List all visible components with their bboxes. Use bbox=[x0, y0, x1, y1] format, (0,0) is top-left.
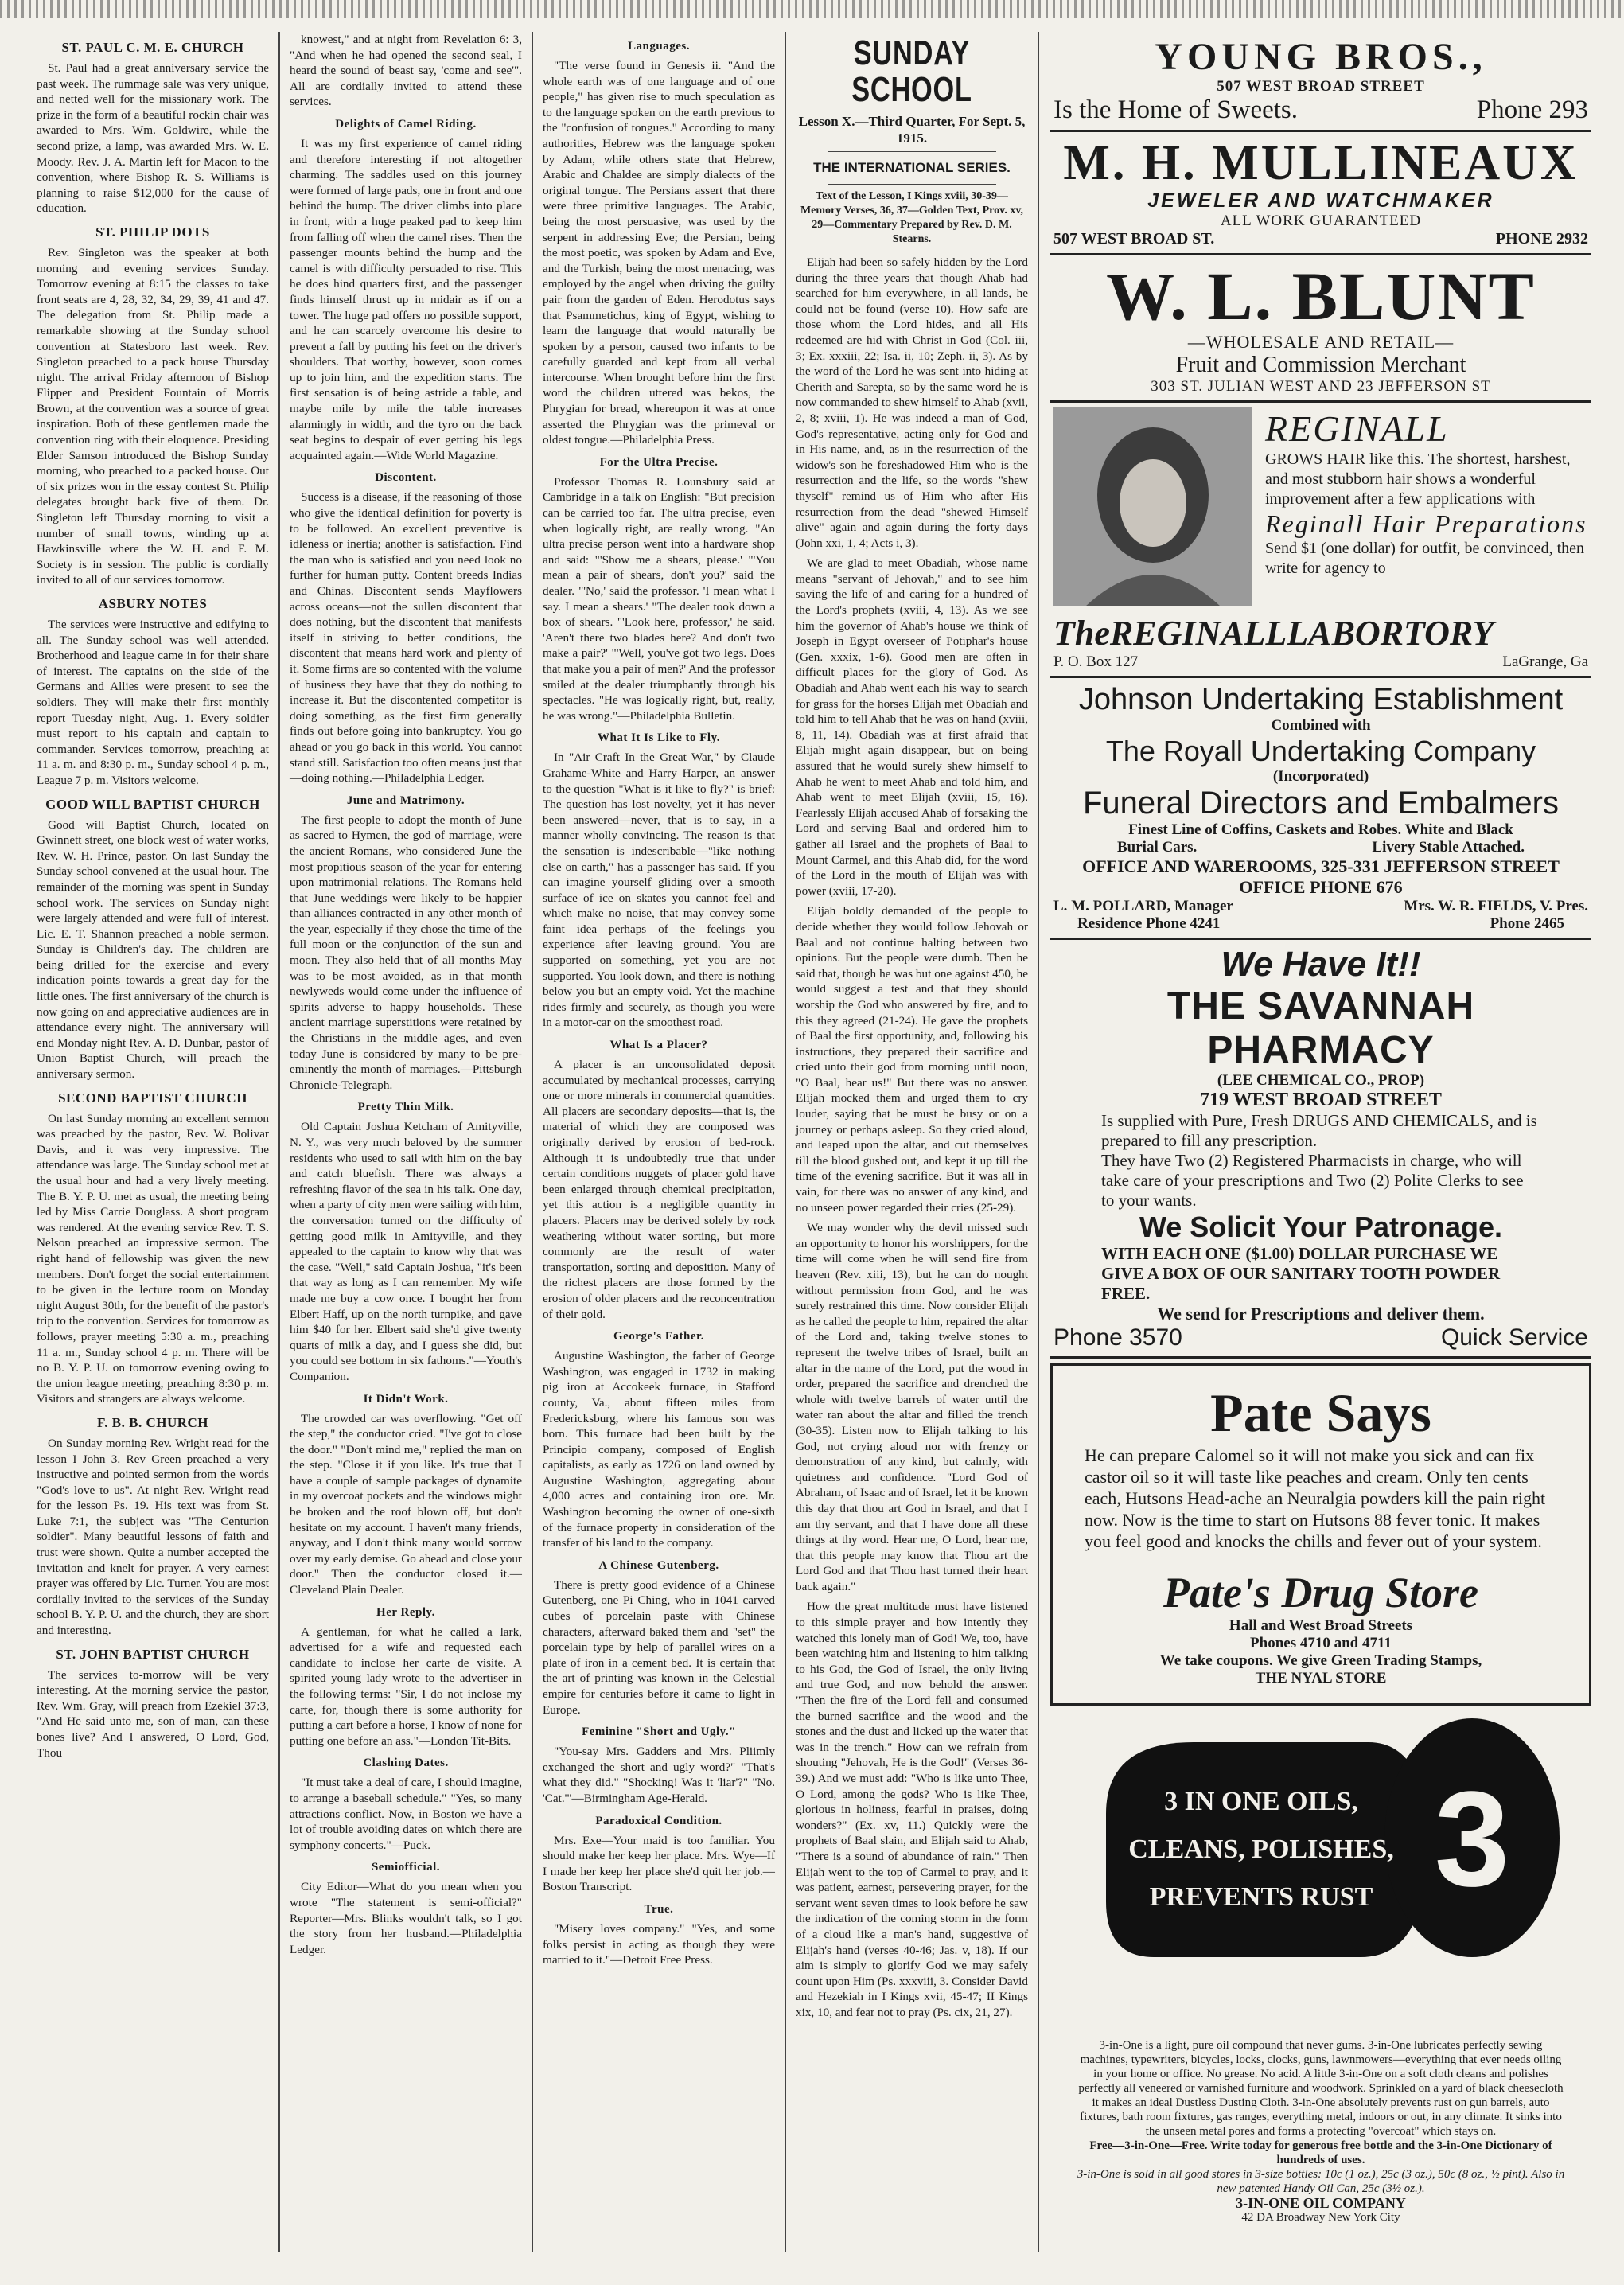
mullineaux-trade: JEWELER AND WATCHMAKER bbox=[1147, 189, 1494, 212]
johnson-l1b: Burial Cars. bbox=[1117, 839, 1198, 856]
young-bros-ad bbox=[1050, 32, 1591, 132]
oil-can-icon bbox=[1098, 1718, 1560, 2005]
divider bbox=[828, 184, 996, 185]
oil-line1: 3 IN ONE OILS, bbox=[1164, 1787, 1358, 1816]
col2-lead: knowest," and at night from Revelation 6: 3, "And when he had opened the second seal, I heard the sound of beast say, 'come and see'". All are cordially invited to attend these services. bbox=[290, 33, 522, 109]
true-heading: True. bbox=[644, 1902, 674, 1916]
work-text: The crowded car was overflowing. "Get off the step," the conductor cried. "I've got to close the door." "Don't mind me," replied the man on the step. "Close it if you like. It's true that I have a couple of sample packages of dynamite in my overcoat pockets and the windows might be broken and the roof blown off, but don't hesitate on my account. I haven't many friends, anyway, and I don't think many would sorrow over my early demise. Go ahead and close your door." Then the conductor closed it.—Cleveland Plain Dealer. bbox=[290, 1411, 522, 1597]
pharmacy-p2: They have Two (2) Registered Pharmacists in charge, who will take care of your prescriptions and Two (2) Polite Clerks to see to your wants. bbox=[1101, 1151, 1524, 1210]
blunt-address: 303 ST. JULIAN WEST AND 23 JEFFERSON ST bbox=[1151, 378, 1491, 395]
johnson-vp: Mrs. W. R. FIELDS, V. Pres. bbox=[1404, 898, 1588, 914]
pharmacy-p1: Is supplied with Pure, Fresh DRUGS AND CHEMICALS, and is prepared to fill any prescription. bbox=[1101, 1111, 1537, 1150]
reginall-copy bbox=[1265, 407, 1588, 606]
johnson-office-phone: OFFICE PHONE 676 bbox=[1239, 877, 1403, 897]
lesson-p3: Elijah boldly demanded of the people to decide whether they would follow Jehovah or Baal and not continue halting between two opinions. But the people were dumb. Then he said that, though he was but one against 450, he would suggest a test and that they should worship the God who answered by fire, and to this they agreed (21-24). He gave the prophets of Baal the first opportunity, and, following his instructions, they prepared their sacrifice and cried unto their god from morning until noon, "O Baal, hear us!" But there was no answer. Elijah mocked them and urged them to cry louder, saying that he must be busy or on a journey or perhaps asleep. So they cried aloud, and leaped upon the altar, and cut themselves till the blood gushed out, and kept it up till the time of the evening sacrifice. But it was all in vain, for there was no answer of any kind, and no unseen power regarded their cries (25-29). bbox=[796, 904, 1028, 1215]
oil-company-addr: 42 DA Broadway New York City bbox=[1241, 2211, 1400, 2224]
pate-phones: Phones 4710 and 4711 bbox=[1250, 1635, 1392, 1651]
mullineaux-phone: PHONE 2932 bbox=[1495, 230, 1588, 248]
johnson-name: Johnson Undertaking Establishment bbox=[1078, 683, 1564, 716]
column-4 bbox=[786, 32, 1039, 2252]
pate-store: Pate's Drug Store bbox=[1163, 1569, 1479, 1616]
fbb-text: On Sunday morning Rev. Wright read for the lesson I John 3. Rev Green preached a very instructive and pointed sermon from the words "God's love to us". At night Rev. Wright read for the lesson Ps. 19. His text was from St. Luke 7:1, the subject was "The Centurion soldier". Many beautiful lessons of faith and trust were shown. Quite a number accepted the invitation and knelt for prayer. A very earnest prayer was offered by Lic. Turner. You are most cordially invited to the services of the Sunday school B. Y. P. U. and the church, they are short and interesting. bbox=[37, 1436, 269, 1638]
mullineaux-name: M. H. MULLINEAUX bbox=[1063, 136, 1579, 190]
johnson-phone-row bbox=[1053, 915, 1588, 933]
divider bbox=[828, 151, 996, 152]
camel-heading: Delights of Camel Riding. bbox=[335, 117, 477, 131]
reginall-lab: TheREGINALLLABORTORY bbox=[1053, 614, 1494, 653]
blunt-name: W. L. BLUNT bbox=[1106, 258, 1536, 334]
stphilip-heading: ST. PHILIP DOTS bbox=[95, 224, 210, 240]
reginall-title: REGINALL bbox=[1265, 408, 1449, 449]
reginall-city: LaGrange, Ga bbox=[1502, 653, 1588, 670]
top-border bbox=[0, 0, 1624, 18]
ads-column bbox=[1039, 32, 1596, 2252]
paradox-text: Mrs. Exe—Your maid is too familiar. You should make her keep her place. Mrs. Wye—If I made her keep her place she'd quit her job.—Boston Transcript. bbox=[543, 1833, 775, 1894]
semiofficial-text: City Editor—What do you mean when you wrote "The statement is semi-official?" Reporter—Mrs. Blinks wouldn't talk, so I got the story from her husband.—Philadelphia Ledger. bbox=[290, 1880, 522, 1956]
george-heading: George's Father. bbox=[613, 1330, 705, 1343]
woman-portrait-icon bbox=[1053, 407, 1252, 606]
asbury-text: The services were instructive and edifying to all. The Sunday school was well attended. Brotherhood and league came in for their share of interest. The captains on the side of the Germans and Allies were present to see the soldiers. They will make their first monthly report Tuesday night, Aug. 1. Every soldier must report to his captain and captain to commander. Services tomorrow, preaching at 11 a. m. and 8:30 p. m., Sunday school 4 p. m., League 7 p. m. Visitors welcome. bbox=[37, 618, 269, 787]
pate-ad bbox=[1050, 1363, 1591, 1706]
paradox-heading: Paradoxical Condition. bbox=[595, 1814, 722, 1827]
oil-company: 3-IN-ONE OIL COMPANY bbox=[1236, 2195, 1406, 2211]
oil-ad bbox=[1050, 1710, 1591, 2038]
series-line: THE INTERNATIONAL SERIES. bbox=[813, 160, 1011, 175]
asbury-heading: ASBURY NOTES bbox=[98, 596, 208, 611]
hair-portrait-image bbox=[1053, 407, 1252, 606]
feminine-text: "You-say Mrs. Gadders and Mrs. Pliimly exchanged the short and ugly word?" "That's what they did." "Shocking! Was it 'liar'?" "No. 'Cat.'"—Birmingham Age-Herald. bbox=[543, 1745, 775, 1805]
oil-sold: 3-in-One is sold in all good stores in 3-size bottles: 10c (1 oz.), 25c (3 oz.), 50c (8 oz., ½ pint). Also in new patented Handy Oil Can, 25c (3½ oz.). bbox=[1077, 2168, 1565, 2195]
pharmacy-address: 719 WEST BROAD STREET bbox=[1200, 1090, 1442, 1110]
johnson-mgr: L. M. POLLARD, Manager bbox=[1053, 898, 1233, 914]
milk-heading: Pretty Thin Milk. bbox=[357, 1101, 454, 1114]
mullineaux-ad bbox=[1050, 132, 1591, 255]
precise-heading: For the Ultra Precise. bbox=[599, 455, 719, 469]
goodwill-heading: GOOD WILL BAPTIST CHURCH bbox=[45, 796, 260, 812]
stpaul-heading: ST. PAUL C. M. E. CHURCH bbox=[61, 40, 244, 55]
discontent-text: Success is a disease, if the reasoning of those who give the identical definition for poverty is to be followed. An excellent preventive is idleness or inertia; another is satisfaction. Find the man who is satisfied and you need look no further for human putty. Content breeds Indias and Chinas. Discontent sends Mayflowers across oceans—not the sullen discontent that does nothing, but the discontent that manifests itself in striving to better conditions, the discontent that means hard work and plenty of it. Some firms are so contented with the volume of business they have that they do nothing to increase it. But the discontented competitor is doing something, as the first firm generally finds out before going into bankruptcy. You go ahead or you go back in this world. You cannot stand still. Satisfaction too often means just that—doing nothing.—Philadelphia Ledger. bbox=[290, 490, 522, 786]
pharmacy-have: We Have It!! bbox=[1221, 945, 1421, 984]
johnson-res: Residence Phone 4241 bbox=[1077, 915, 1221, 932]
young-bros-line bbox=[1053, 96, 1588, 125]
young-bros-name: YOUNG BROS., bbox=[1155, 36, 1487, 78]
mullineaux-address: 507 WEST BROAD ST. bbox=[1053, 230, 1215, 248]
lesson-p4: We may wonder why the devil missed such an opportunity to honor his worshippers, for the time will come when he will send fire from heaven (Rev. xiii, 13), but he can do nought without permission from God, and he was surely restrained this time. Now consider Elijah as he called the people to him, repaired the altar of the Lord and, taking twelve stones to represent the twelve tribes of Israel, built an altar in the name of the Lord, put the wood in order, prepared the sacrifice and drenched the whole with twelve barrels of water until the water ran about the altar and filled the trench (30-35). Listen now to Elijah talking to his God, not crying aloud nor with frenzy or demonstration of any kind, but calmly, with quietness and confidence. "Lord God of Abraham, of Isaac and of Israel, let it be known this day that thou art God in Israel, and that I am thy servant, and that I have done all these things at thy word. Hear me, O Lord, hear me, that this people may know that Thou art the Lord God and that Thou hast turned their heart back again." bbox=[796, 1221, 1028, 1593]
stjohn-text: The services to-morrow will be very interesting. At the morning service the pastor, Rev. Wm. Gray, will preach from Ezekiel 37:3, "And He said unto me, son of man, can these bones live? And I answered, O Lord, God, Thou bbox=[37, 1667, 269, 1760]
milk-text: Old Captain Joshua Ketcham of Amityville, N. Y., was very much beloved by the summer residents who used to sail with him on the bay and catch bluefish. There was always a refreshing flavor of the sea in his talk. One day, when a party of city men were sailing with him, the conversation turned on the difficulty of getting good milk in Amityville, and they appealed to the captain to know why that was the case. "Well," said Captain Joshua, "it's been that way as long as I can remember. My wife made me buy a cow once. I bought her from Elbert Haff, up on the north turnpike, and gave him $40 for her. Elbert said she'd give twenty quarts of milk a day, and I guess she did, but you could see bottom in six fathoms."—Youth's Companion. bbox=[290, 1120, 522, 1383]
pharmacy-prop: (LEE CHEMICAL CO., PROP) bbox=[1217, 1072, 1425, 1089]
johnson-l1-row bbox=[1053, 839, 1588, 856]
reply-text: A gentleman, for what he called a lark, advertised for a wife and requested each candidate to inclose her carte de visite. A spirited young lady wrote to the advertiser in the following terms: "Sir, I do not inclose my carte, for, though there is some authority for putting a cart before a horse, I know of none for putting one before an ass."—London Tit-Bits. bbox=[290, 1624, 522, 1748]
pate-copy: He can prepare Calomel so it will not make you sick and can fix castor oil so it will taste like peaches and cream. Only ten cents each, Hutsons Head-ache an Neuralgia powders kill the pain right now. Now is the time to start on Hutsons 88 fever tonic. It makes you feel good and knocks the chills and fever out of your system. bbox=[1085, 1445, 1546, 1551]
stphilip-text: Rev. Singleton was the speaker at both morning and evening services Sunday. Tomorrow evening at 8:15 the classes to take front seats are 4, 28, 32, 34, 29, 39, 41 and 47. The delegation from St. Philip made a remarkable showing at the Sunday school convention at Statesboro last week. Rev. Singleton preached to a pack house Thursday night. The arrival Friday afternoon of Bishop Flipper and President Fountain of Morris Brown, at the convention was a source of great inspiration. Both of these gentlemen made the convention ring with their eloquence. Presiding Elder Samson introduced the Bishop Sunday morning, who preached to a packed house. Out of six prizes won in the essay contest St. Philip delegates brought back five of them. Dr. Singleton left Thursday morning to visit a number of small towns, winding up at Hawkinsville where the W. H. and F. M. Society is in session. The public is cordially invited to all of our services tomorrow. bbox=[37, 245, 269, 587]
reginall-p1: GROWS HAIR like this. The shortest, harshest, and most stubborn hair shows a wonderful improvement after a few applications with bbox=[1265, 450, 1571, 508]
secondbaptist-text: On last Sunday morning an excellent sermon was preached by the pastor, Rev. W. Bolivar Davis, and it was very impressive. The attendance was large. The Sunday school met at the usual hour and had a very lively meeting. The B. Y. P. U. met as usual, the meeting being led by Miss Carrie Douglass. A short program was rendered. At the evening service Rev. T. S. Nelson preached an impressive sermon. The right hand of fellowship was given the new members. Don't forget the social entertainment to be given in the lecture room on Monday night August 30th, for the benefit of the pastor's trip to the convention. Services for tomorrow as follows, prayer meeting 5:30 a. m., preaching 11 a. m., Sunday school 4 p. m. There will be no B. Y. P. U. on tomorrow evening owing to the union league meeting, preaching 8:30 p. m. Visitors and strangers are always welcome. bbox=[37, 1111, 269, 1406]
camel-text: It was my first experience of camel riding and therefore interesting if not altogether charming. The saddles used on this journey were formed of large pads, one in front and one behind the hump. The driver climbs into place in front, with a huge peaked pad to keep him from falling off when the camel rises. Then the passenger mounts behind the hump and the camel is with difficulty persuaded to rise. This he does hind quarters first, and the passenger finds himself thrust up in midair as if on a tower. The huge pad offers no possible support, and he can scarcely overcome his desire to prevent a fall by putting his feet on the driver's shoulders. That worthy, however, soon comes up to join him, and the expedition starts. The first sensation is of being astride a table, and maybe mile by mile the table increases alarmingly in width, and the tyro on the back seat begins to despair of ever getting his legs acquainted again.—Wide World Magazine. bbox=[290, 136, 522, 462]
johnson-ad bbox=[1050, 678, 1591, 940]
lesson-line: Lesson X.—Third Quarter, For Sept. 5, 1915. bbox=[798, 114, 1026, 146]
fbb-heading: F. B. B. CHURCH bbox=[96, 1414, 209, 1430]
johnson-ph2: Phone 2465 bbox=[1490, 915, 1564, 932]
young-bros-slogan: Is the Home of Sweets. bbox=[1053, 96, 1299, 124]
mullineaux-contact bbox=[1053, 230, 1588, 248]
reginall-body bbox=[1053, 407, 1588, 606]
young-bros-address: 507 WEST BROAD STREET bbox=[1217, 78, 1425, 95]
pate-title: Pate Says bbox=[1210, 1382, 1431, 1443]
feminine-heading: Feminine "Short and Ugly." bbox=[582, 1725, 736, 1739]
oil-can-number: 3 bbox=[1434, 1764, 1510, 1915]
pharmacy-send: We send for Prescriptions and deliver them. bbox=[1157, 1304, 1485, 1324]
blunt-trade: —WHOLESALE AND RETAIL— bbox=[1187, 332, 1455, 352]
oil-line2: CLEANS, POLISHES, bbox=[1128, 1835, 1394, 1864]
royall-name: The Royall Undertaking Company bbox=[1105, 735, 1536, 767]
column-1 bbox=[27, 32, 280, 2252]
work-heading: It Didn't Work. bbox=[363, 1392, 449, 1406]
fly-heading: What It Is Like to Fly. bbox=[597, 731, 720, 745]
pate-addr: Hall and West Broad Streets bbox=[1229, 1617, 1413, 1634]
goodwill-text: Good will Baptist Church, located on Gwinnett street, one block west of water works, Rev. W. H. Prince, pastor. On last Sunday the Sunday school convened at the usual hour. The remainder of the morning was spent in Sunday school work. The services on Sunday night were largely attended and were full of interest. Lic. E. T. Shannon preached a noble sermon. Sunday is Children's day. The children are being drilled for the exercise and every indication points towards a great day for the little ones. The first anniversary of the church is now going on and appreciative audiences are in attendance every night. The anniversary will end Monday night Rev. A. D. Dunbar, pastor of Union Baptist Church, will preach the anniversary sermon. bbox=[37, 817, 269, 1082]
pharmacy-ad bbox=[1050, 940, 1591, 1359]
pharmacy-quick: Quick Service bbox=[1440, 1324, 1588, 1351]
placer-heading: What Is a Placer? bbox=[609, 1039, 708, 1052]
gutenberg-heading: A Chinese Gutenberg. bbox=[598, 1558, 719, 1572]
reginall-contact bbox=[1053, 653, 1588, 671]
gutenberg-text: There is pretty good evidence of a Chinese Gutenberg, one Pi Ching, who in 1041 carved cubes of porcelain paste with Chinese characters, afterward baked them and "set" the porcelain type by help of parallel wires on a plate of iron in a cement bed. It is certain that the art of printing was known in the Celestial empire for centuries before it came to light in Europe. bbox=[543, 1577, 775, 1717]
royall-inc: (Incorporated) bbox=[1272, 768, 1369, 785]
pharmacy-phone-row bbox=[1053, 1324, 1588, 1351]
johnson-l1a: Finest Line of Coffins, Caskets and Robes. White and Black bbox=[1128, 821, 1513, 838]
lesson-p5: How the great multitude must have listened to this simple prayer and how intently they watched this lonely man of God! We, too, have been watching him and listening to him talking to his God, the God of Israel, the only living and true God, and now behold the answer. "Then the fire of the Lord fell and consumed the burned sacrifice and the wood and the stones and the dust and licked up the water that was in the trench." How can we refrain from shouting "Jehovah, He is the God!" (Verses 36-39.) And we must add: "Who is like unto Thee, O Lord, among the gods? Who is like Thee, glorious in holiness, fearful in praises, doing wonders?" (Ex. xv, 11.) Quickly were the prophets of Baal slain, and Elijah said to Ahab, "There is a sound of abundance of rain." Then Elijah went to the top of Carmel to pray, and it was patient, earnest, persevering prayer, for the servant went seven times to look before he saw the indication of the coming storm in the form of a cloud like a man's hand, suggestive of Elijah's hand (verses 40-46; Jas. v, 18). If our aim is simply to glorify God we may safely count upon Him (Ps. xxxviii, 3. Consider David and Hezekiah in I Kings xvii, 45-47; II Kings xix, 10, and fear not to pray (Ps. cix, 21, 27). bbox=[796, 1600, 1028, 2019]
fly-text: In "Air Craft In the Great War," by Claude Grahame-White and Harry Harper, an answer to the question "What is it like to fly?" is brief: The question has lost novelty, yet it has never been answered—never, that is to say, in a manner wholly convincing. The reason is that the sensation is indescribable—"like nothing else on earth," has a passenger has said. If you can imagine yourself gliding over a smooth surface of ice on skates you cannot feel and which make no noise, that may convey some faint idea perhaps of the feelings you experience after leaving ground. You are supported on something, yet you are not supported. You look down, and there is nothing below you but an empty void. Yet the machine rides firmly and securely, as though you were in a motor-car on the smoothest road. bbox=[543, 751, 775, 1030]
discontent-heading: Discontent. bbox=[375, 471, 437, 485]
johnson-office: OFFICE AND WAREROOMS, 325-331 JEFFERSON STREET bbox=[1082, 856, 1560, 876]
reginall-ad bbox=[1050, 403, 1591, 678]
semiofficial-heading: Semiofficial. bbox=[371, 1861, 441, 1874]
june-heading: June and Matrimony. bbox=[346, 794, 465, 807]
oil-copy: 3-in-One is a light, pure oil compound that never gums. 3-in-One lubricates perfectly sewing machines, typewriters, bicycles, locks, clocks, guns, lawnmowers—everything that ever needs oiling in your home or office. No grease. No acid. A little 3-in-One on a soft cloth cleans and polishes perfectly all veneered or varnished furniture and woodwork. Sprinkled on a yard of black cheesecloth it makes an ideal Dustless Dusting Cloth. 3-in-One absolutely prevents rust on gun barrels, auto fixtures, bath room fixtures, gas ranges, everything metal, indoors or out, in any climate. It sinks into the unseen metal pores and forms a protecting "overcoat" which stays on. bbox=[1078, 2039, 1564, 2138]
reginall-product: Reginall Hair Preparations bbox=[1265, 509, 1587, 538]
column-3 bbox=[533, 32, 786, 2252]
clashing-heading: Clashing Dates. bbox=[363, 1757, 449, 1770]
lesson-p1: Elijah had been so safely hidden by the Lord during the three years that though Ahab had searched for him everywhere, in all lands, he could not be found (verse 10). How safe are those whom the Lord hides, and all His redeemed are hid with Christ in God (Col. iii, 3; Ex. xxxiii, 22; Isa. ii, 10; Zeph. ii, 3). As by the word of the Lord he was sent into hiding at Cherith and Sarepta, so by the same word he is now commanded to shew himself to Ahab (xvii, 2, 8; xviii, 1). He was indeed a man of God, God's representative, acting only for God and in His name, and, as in the resurrection of the widow's son he foreshadowed Him who is the resurrection and the life, so the words "shew thyself" remind us of Him who after His resurrection from the dead "shewed Himself alive" again and again during the forty days (John xxi, 1, 4; Acts i, 3). bbox=[796, 255, 1028, 550]
sunday-school-title: SUNDAY SCHOOL bbox=[851, 33, 972, 109]
blunt-ad bbox=[1050, 255, 1591, 403]
pharmacy-solicit: We Solicit Your Patronage. bbox=[1139, 1211, 1503, 1243]
pate-nyal: THE NYAL STORE bbox=[1255, 1670, 1387, 1686]
lesson-p2: We are glad to meet Obadiah, whose name means "servant of Jehovah," and to see him saving the life of and caring for a hundred of the Lord's prophets (xviii, 4, 13). As we see him the governor of Ahab's house we think of Joseph in Egypt overseer of Potiphar's house (Gen. xxxix, 1-6). Good men are often in difficult places for the glory of God. As Obadiah and Ahab went each his way to search for grass for the horses Elijah met Obadiah and told him to tell Ahab that he was on hand (xviii, 8, 11, 14). Obadiah was at first afraid that Elijah might again disappear, but on being assured that he would surely shew himself to Ahab he went to meet Ahab and told him, and Ahab went to meet Elijah (xviii, 15, 16). Fearlessly Elijah accused Ahab of forsaking the Lord and serving Baal and ordered him to gather all Israel and the prophets of Baal to Mount Carmel, and this Ahab did, for the word of the Lord in the mouth of Elijah was with power (xviii, 17-20). bbox=[796, 556, 1028, 898]
column-layout bbox=[27, 32, 1596, 2252]
reply-heading: Her Reply. bbox=[376, 1605, 435, 1619]
funeral-line: Funeral Directors and Embalmers bbox=[1083, 786, 1559, 821]
mullineaux-guarantee: ALL WORK GUARANTEED bbox=[1220, 213, 1422, 229]
true-text: "Misery loves company." "Yes, and some folks persist in acting as though they were married to it."—Detroit Free Press. bbox=[543, 1921, 775, 1967]
reginall-p2: Send $1 (one dollar) for outfit, be convinced, then write for agency to bbox=[1265, 540, 1584, 577]
june-text: The first people to adopt the month of June as sacred to Hymen, the god of marriage, were the ancient Romans, who considered June the most propitious season of the year for entering upon matrimonial relations. The Romans held that June weddings were likely to be happier than alliances contracted in any other month of the year, especially if they chose the time of the full moon or the conjunction of the sun and moon. They also held that of all months May was to be most avoided, as in that month newlyweds would come under the influence of spirits adverse to happy households. These ancient marriage superstitions were retained by the Christians in the middle ages, and even today June is considered by many to be pre-eminently the month of marriages.—Pittsburgh Chronicle-Telegraph. bbox=[290, 813, 522, 1092]
young-bros-phone: Phone 293 bbox=[1476, 96, 1588, 124]
johnson-l1c: Livery Stable Attached. bbox=[1372, 839, 1525, 856]
pate-coupons: We take coupons. We give Green Trading Stamps, bbox=[1159, 1652, 1482, 1669]
pharmacy-phone: Phone 3570 bbox=[1053, 1324, 1182, 1351]
oil-free: Free—3-in-One—Free. Write today for generous free bottle and the 3-in-One Dictionary of hundreds of uses. bbox=[1089, 2139, 1552, 2166]
johnson-combined: Combined with bbox=[1271, 717, 1371, 734]
stjohn-heading: ST. JOHN BAPTIST CHURCH bbox=[56, 1646, 250, 1662]
reginall-box: P. O. Box 127 bbox=[1053, 653, 1139, 670]
languages-heading: Languages. bbox=[628, 40, 690, 53]
secondbaptist-heading: SECOND BAPTIST CHURCH bbox=[58, 1090, 247, 1105]
blunt-line: Fruit and Commission Merchant bbox=[1175, 353, 1466, 377]
pharmacy-p3: WITH EACH ONE ($1.00) DOLLAR PURCHASE WE GIVE A BOX OF OUR SANITARY TOOTH POWDER FREE. bbox=[1101, 1244, 1501, 1303]
placer-text: A placer is an unconsolidated deposit accumulated by mechanical processes, carrying one or more minerals in commercial quantities. All placers are secondary deposits—that is, the material of which they are composed was originally derived by erosion of bed-rock. Although it is undoubtedly true that under certain conditions nuggets of placer gold have been enlarged through chemical precipitation, yet this action is a negligible quantity in placers. Placers may be derived solely by rock weathering without water sorting, but more commonly are the result of water transportation, sorting and deposition. Many of the richest placers are those formed by the erosion of older placers and the reconcentration of their gold. bbox=[543, 1058, 775, 1321]
pharmacy-name: THE SAVANNAH PHARMACY bbox=[1166, 985, 1475, 1071]
languages-text: "The verse found in Genesis ii. "And the whole earth was of one language and of one people," has given rise to much speculation as to the language spoken on the earth previous to the "confusion of tongues." According to many authorities, Hebrew was the language spoken by Adam, while others state that Hebrew, Arabic and Chaldee are simply dialects of the original tongue. The Persians assert that there were three primitive languages. The Arabic, being the most persuasive, was used by the serpent in addressing Eve; the Persian, being the most poetic, was spoken by Adam and Eve, and the Turkish, being the most menacing, was employed by the angel when driving the guilty pair from the garden of Eden. Herodotus says that Psammetichus, king of Egypt, wishing to learn the language that would naturally be spoken by a person, caused two infants to be carefully guarded and kept from all verbal intercourse. When brought before him the first word the children uttered was bekos, the Phrygian for bread, whereupon it was at once asserted the Phrygian was the primeval or oldest tongue.—Philadelphia Press. bbox=[543, 59, 775, 447]
clashing-text: "It must take a deal of care, I should imagine, to arrange a baseball schedule." "Yes, so many attractions conflict. Now, in Boston we have a lot of trouble avoiding dates on which there are symphony concerts."—Puck. bbox=[290, 1776, 522, 1852]
stpaul-text: St. Paul had a great anniversary service the past week. The rummage sale was very unique, and netted well for the missionary work. The prize in the form of a beautiful rockin chair was awarded to Mrs. Wm. Goldwire, while the second prize, a lamp, was awarded Mrs. W. E. Moody. Rev. J. A. Martin left for Macon to the convention, where Bishop R. S. Williams is planning to raise $12,000 for the cause of education. bbox=[37, 61, 269, 216]
lesson-meta: Text of the Lesson, I Kings xviii, 30-39—Memory Verses, 36, 37—Golden Text, Prov. xv, 29—Commentary Prepared by Rev. D. M. Stearns. bbox=[800, 190, 1024, 245]
johnson-mgr-row bbox=[1053, 898, 1588, 915]
oil-line3: PREVENTS RUST bbox=[1149, 1882, 1373, 1912]
precise-text: Professor Thomas R. Lounsbury said at Cambridge in a talk on English: "But precision can be carried too far. The ultra precise, even when logically right, are really wrong. "An ultra precise person went into a hardware shop and said: "'Show me a shears, please.' "'You mean a pair of shears, don't you?' said the dealer. "'No,' said the professor. 'I mean what I say. I mean a shears.' "The dealer took down a box of shears. "'Look here, professor,' he said. 'Aren't there two blades here? And don't two make a pair?' "'Well, you've got two legs. Does that make you a pair of men?' And the professor smiled at the dealer triumphantly through his spectacles. "He was logically right, but, really, he was wrong."—Philadelphia Bulletin. bbox=[543, 474, 775, 723]
george-text: Augustine Washington, the father of George Washington, was engaged in 1732 in making pig iron at Accokeek furnace, in Stafford county, Va., about fifteen miles from Fredericksburg, where his famous son was born. This furnace had been built by the Principio company, composed of English capitalists, as early as 1726 on land owned by Augustine Washington, aggregating about 4,000 acres and containing iron ore. Mr. Washington becoming the owner of one-sixth of the furnace property in consideration of the transfer of his land to the company. bbox=[543, 1349, 775, 1550]
column-2 bbox=[280, 32, 533, 2252]
